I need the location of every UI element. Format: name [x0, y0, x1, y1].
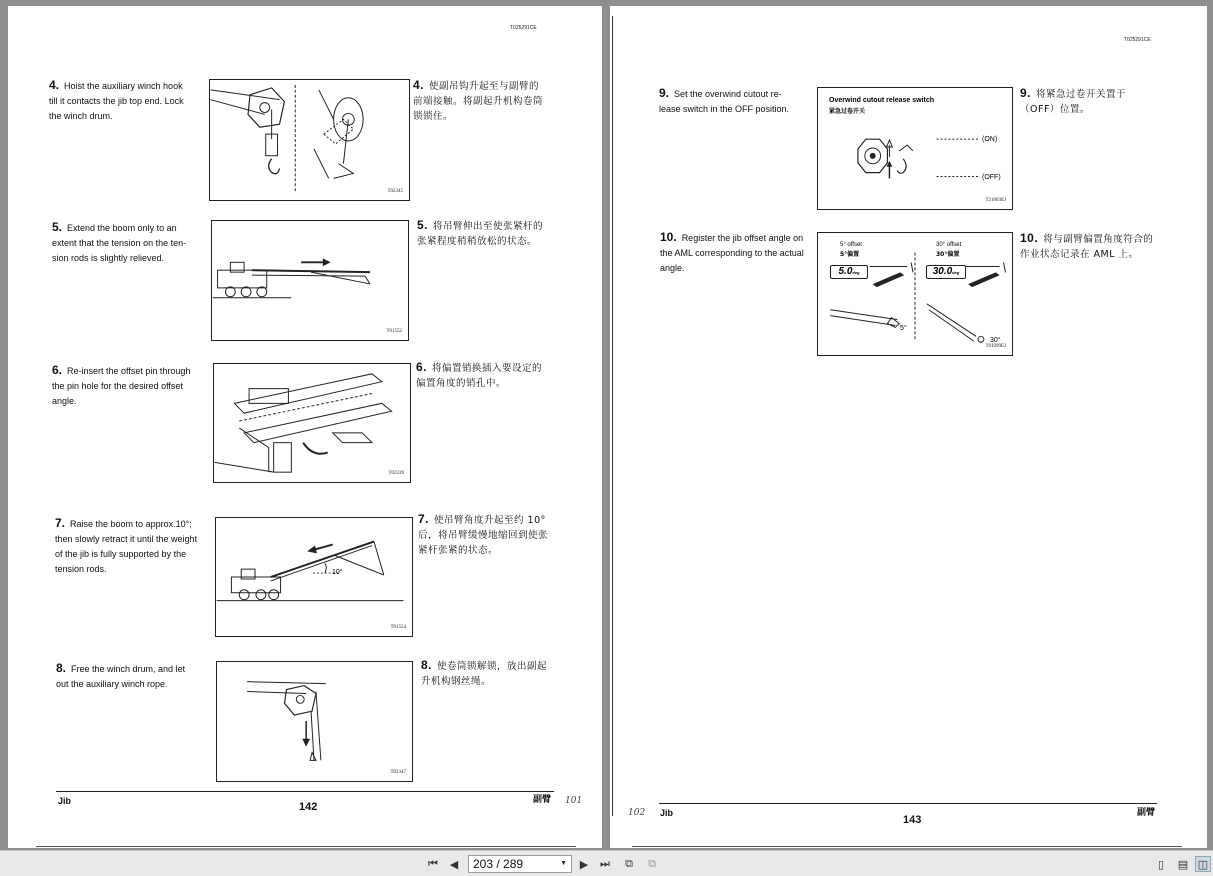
right-offset-title: 30° offset [936, 242, 962, 248]
handwritten-note: 102 [628, 808, 646, 818]
footer-rule [659, 803, 1157, 804]
figure-offset-pin [213, 363, 411, 483]
copy-icon[interactable]: ⧉ [648, 857, 656, 870]
single-page-icon[interactable]: ▯ [1157, 857, 1165, 871]
step-10-en: 10. Register the jib offset angle on the AML corresponding to the actual angle. [660, 230, 804, 273]
rotate-icon[interactable]: ⧉ [625, 857, 633, 870]
switch-title-zh: 紧急过卷开关 [829, 108, 866, 115]
two-page-icon[interactable]: ◫ [1195, 856, 1211, 872]
step-10-zh: 10. 将与副臂偏置角度符合的 作业状态记录在 AML 上。 [1020, 231, 1154, 260]
footer-section-zh: 副臂 [533, 795, 552, 805]
left-offset-title: 5° offset [840, 242, 862, 248]
right-offset-display: 30.0deg [926, 265, 966, 279]
first-page-icon[interactable]: ⏮ [428, 857, 438, 870]
right-angle-label: 30° [990, 337, 1001, 344]
footer-section-zh: 副臂 [1137, 808, 1156, 818]
figure-winch-rope [216, 661, 413, 782]
step-5-zh: 5. 将吊臂伸出至使张紧杆的 张紧程度稍稍放松的状态。 [417, 218, 544, 247]
page-code: T025291CE [510, 25, 537, 31]
step-6-zh: 6. 将偏置销换插入要设定的 偏置角度的销孔中。 [416, 360, 543, 389]
right-offset-title-zh: 30°偏置 [936, 251, 960, 258]
step-7-zh: 7. 使吊臂角度升起至约 10° 后，将吊臂缓慢地缩回到使张 紧杆张紧的状态。 [418, 512, 549, 556]
page-code: T025291CE [1124, 37, 1151, 43]
switch-off-label: (OFF) [982, 174, 1001, 181]
step-6-en: 6. Re-insert the offset pin through the pin hole for the desired offset angle. [52, 363, 191, 406]
left-offset-display: 5.0deg [830, 265, 868, 279]
step-4-en: 4. Hoist the auxiliary winch hook till it contacts the jib top end. Lock the winch drum. [49, 78, 184, 121]
figure-code: T01099EJ [985, 344, 1006, 349]
footer-section: Jib [58, 796, 72, 806]
last-page-icon[interactable]: ⏭ [600, 857, 610, 870]
switch-title: Overwind cutout release switch [829, 97, 935, 104]
figure-code: T01554 [390, 625, 406, 630]
figure-winch-hook [209, 79, 410, 201]
figure-code: T01552 [386, 329, 402, 334]
step-9-zh: 9. 将紧急过卷开关置于 （OFF）位置。 [1020, 86, 1127, 115]
page-142 [8, 6, 602, 848]
page-number: 142 [299, 801, 318, 813]
left-offset-title-zh: 5°偏置 [840, 251, 860, 258]
step-5-en: 5. Extend the boom only to an extent that the tension on the ten- sion rods is slightly relieved. [52, 220, 187, 263]
page-number-input[interactable]: 203 / 289 ▼ [468, 855, 572, 873]
figure-code: T02339 [388, 471, 404, 476]
next-page-icon[interactable]: ▶ [579, 857, 589, 871]
footer-rule [56, 791, 554, 792]
figure-extend-boom [211, 220, 409, 341]
step-8-zh: 8. 使卷筒锁解锁，放出副起 升机构钢丝绳。 [421, 658, 548, 687]
step-8-en: 8. Free the winch drum, and let out the auxiliary winch rope. [56, 661, 186, 689]
page-edge [632, 846, 1182, 847]
binding-edge [612, 16, 613, 816]
step-7-en: 7. Raise the boom to approx.10°; then slowly retract it until the weight of the jib is fully supported by the tension rods. [55, 516, 198, 574]
figure-aml-offset [817, 232, 1013, 356]
continuous-icon[interactable]: ▤ [1177, 857, 1189, 871]
footer-section: Jib [660, 808, 674, 818]
page-edge [36, 846, 576, 847]
figure-code: T02347 [390, 770, 406, 775]
figure-overwind-switch [817, 87, 1013, 210]
handwritten-note: 101 [565, 796, 583, 806]
switch-on-label: (ON) [982, 136, 998, 143]
figure-code: T02345 [387, 189, 403, 194]
figure-code: T21003EJ [985, 198, 1006, 203]
viewer-toolbar [0, 850, 1213, 876]
chevron-down-icon[interactable]: ▼ [560, 860, 567, 867]
page-number: 143 [903, 814, 922, 826]
figure-raise-boom [215, 517, 413, 637]
step-4-zh: 4. 使副吊钩升起至与副臂的 前端接触。将副起升机构卷筒 锁锁住。 [413, 78, 544, 122]
angle-label: 10° [332, 569, 343, 576]
page-143 [610, 6, 1207, 848]
prev-page-icon[interactable]: ◀ [449, 857, 459, 871]
step-9-en: 9. Set the overwind cutout re- lease switch in the OFF position. [659, 86, 790, 114]
left-angle-label: 5° [900, 325, 907, 332]
